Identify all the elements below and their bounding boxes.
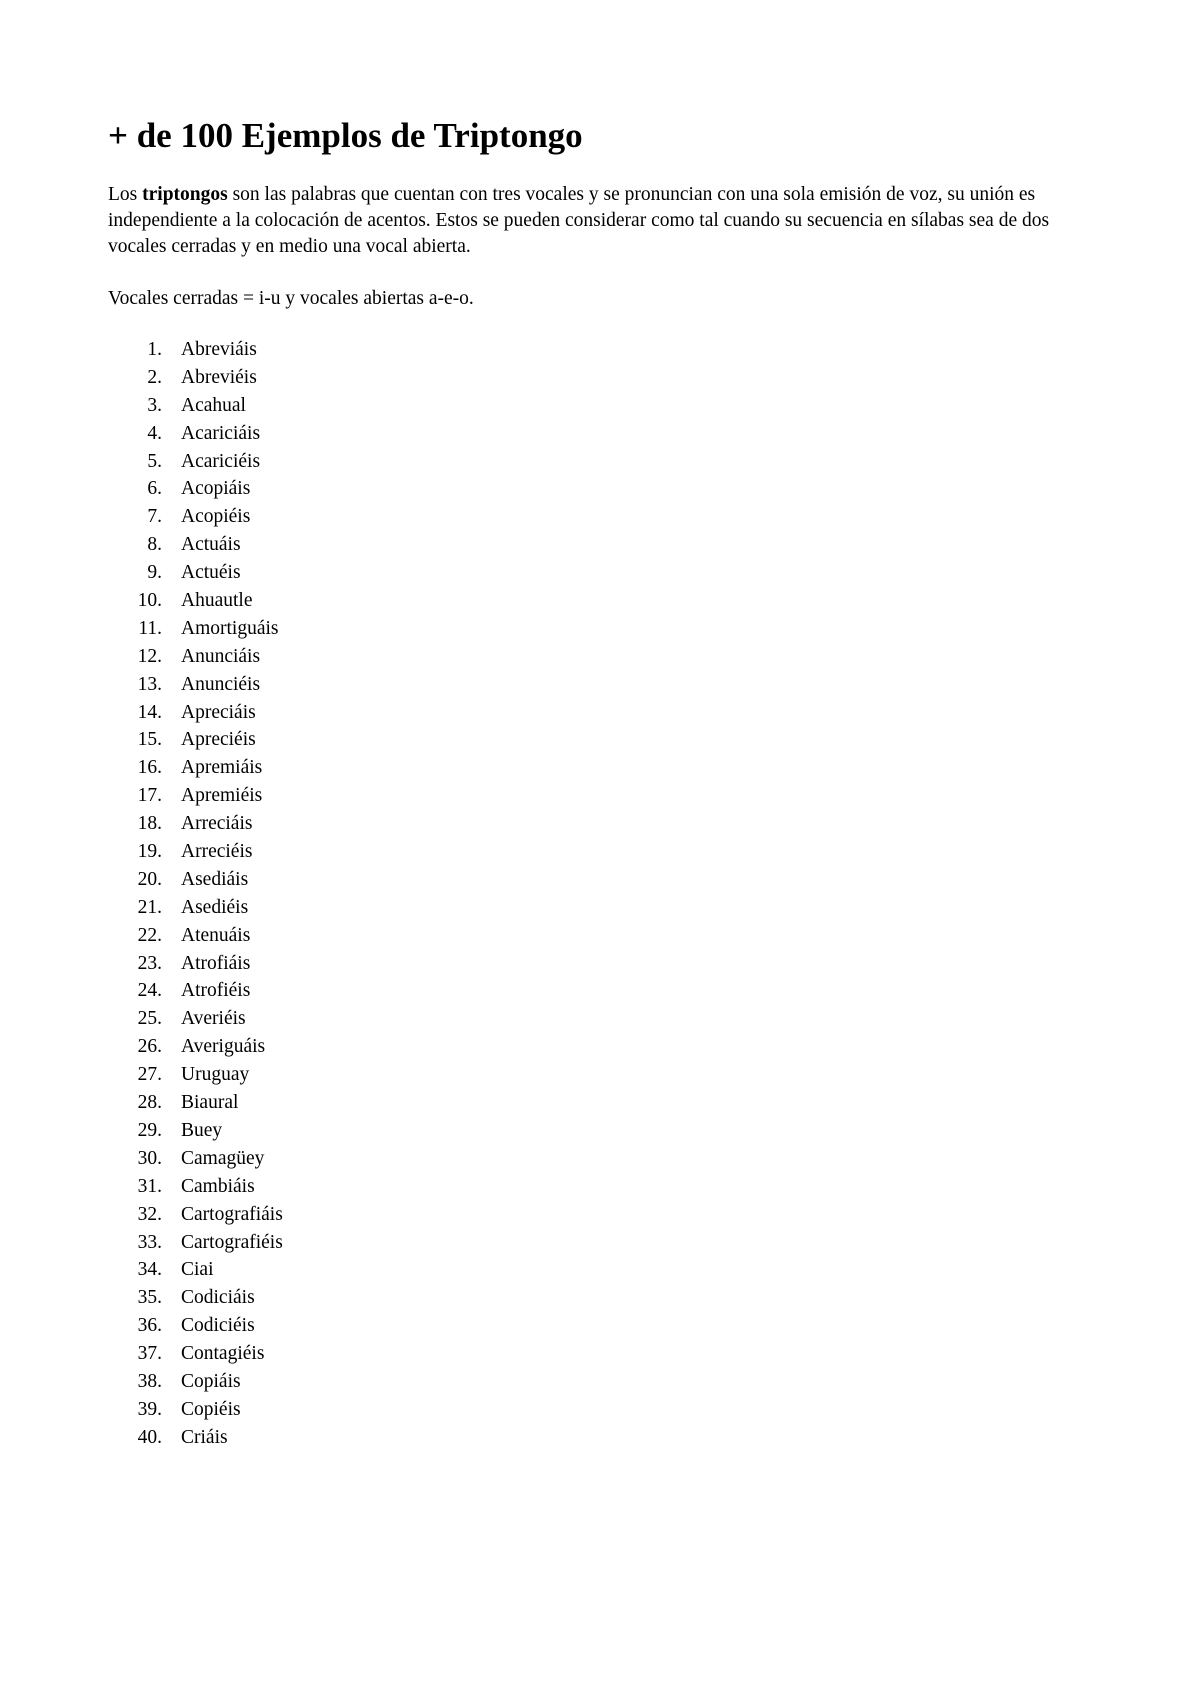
- list-item-word: Ciai: [181, 1259, 214, 1281]
- document-page: [108, 112, 1098, 1452]
- list-item-word: Acariciáis: [181, 422, 261, 444]
- list-item: [108, 1368, 1098, 1396]
- list-item-number: 35.: [137, 1287, 162, 1309]
- list-item-number: 36.: [137, 1315, 162, 1337]
- list-item: [108, 922, 1098, 950]
- list-item-word: Atrofiéis: [181, 980, 251, 1002]
- list-item-word: Abreviáis: [181, 339, 257, 360]
- list-item-word: Anunciéis: [181, 673, 261, 695]
- list-item-number: 31.: [137, 1175, 162, 1197]
- list-item-word: Cambiáis: [181, 1175, 255, 1197]
- list-item-number: 13.: [137, 673, 162, 695]
- list-item-word: Actuéis: [181, 562, 241, 584]
- list-item: [108, 754, 1098, 782]
- list-item-number: 10.: [137, 590, 162, 612]
- list-item-number: 23.: [137, 952, 162, 974]
- list-item-number: 6.: [147, 478, 162, 500]
- list-item-number: 11.: [138, 617, 162, 639]
- list-item-number: 19.: [137, 841, 162, 863]
- page-title: + de 100 Ejemplos de Triptongo: [108, 116, 583, 155]
- list-item-word: Uruguay: [181, 1064, 250, 1086]
- list-item-number: 30.: [137, 1147, 162, 1169]
- list-item-number: 8.: [147, 534, 162, 556]
- list-item-word: Atrofiáis: [181, 952, 251, 974]
- list-item: [108, 1312, 1098, 1340]
- list-item: [108, 1396, 1098, 1424]
- list-item-word: Atenuáis: [181, 924, 251, 946]
- list-item: [108, 866, 1098, 894]
- list-item: [108, 894, 1098, 922]
- list-item-word: Cartografiéis: [181, 1231, 283, 1253]
- list-item-number: 17.: [137, 785, 162, 807]
- list-item-number: 15.: [137, 729, 162, 751]
- list-item-number: 18.: [137, 813, 162, 835]
- list-item-number: 24.: [137, 980, 162, 1002]
- list-item-number: 14.: [137, 701, 162, 723]
- list-item: [108, 475, 1098, 503]
- list-item: [108, 1424, 1098, 1452]
- list-item-number: 33.: [137, 1231, 162, 1253]
- list-item-number: 9.: [147, 562, 162, 584]
- list-item-number: 3.: [147, 394, 162, 416]
- list-item: [108, 392, 1098, 420]
- list-item-number: 20.: [137, 868, 162, 890]
- list-item: [108, 810, 1098, 838]
- list-item-word: Criáis: [181, 1426, 228, 1448]
- list-item-number: 7.: [147, 506, 162, 528]
- intro-text-rest: son las palabras que cuentan con tres vocales y se pronuncian con una sola emisión de voz, su unión es independiente a la colocación de acentos. Estos se pueden considerar como tal cuando su secuencia en sílabas sea de dos vocales cerradas y en medio una vocal abierta.: [108, 184, 1050, 257]
- list-item-word: Buey: [181, 1119, 223, 1141]
- list-item: [108, 448, 1098, 476]
- list-item: [108, 1117, 1098, 1145]
- list-item-word: Ahuautle: [181, 590, 253, 612]
- list-item-number: 12.: [137, 645, 162, 667]
- list-item-number: 32.: [137, 1203, 162, 1225]
- list-item-word: Apremiáis: [181, 757, 263, 779]
- list-item-number: 22.: [137, 924, 162, 946]
- list-item: [108, 503, 1098, 531]
- list-item: [108, 1229, 1098, 1257]
- list-item: [108, 699, 1098, 727]
- list-item: [108, 531, 1098, 559]
- list-item-word: Apreciáis: [181, 701, 256, 723]
- list-item: [108, 336, 1098, 364]
- list-item-word: Acahual: [181, 394, 246, 416]
- list-item-number: 1.: [147, 339, 162, 360]
- list-item: [108, 977, 1098, 1005]
- list-item-word: Apreciéis: [181, 729, 256, 751]
- list-item: [108, 420, 1098, 448]
- list-item-word: Camagüey: [181, 1147, 265, 1169]
- list-item-word: Asediáis: [181, 868, 249, 890]
- list-item-number: 25.: [137, 1008, 162, 1030]
- list-item-number: 4.: [147, 422, 162, 444]
- list-item-word: Actuáis: [181, 534, 241, 556]
- list-item: [108, 1145, 1098, 1173]
- list-item-word: Abreviéis: [181, 366, 257, 388]
- list-item-number: 29.: [137, 1119, 162, 1141]
- list-item: [108, 726, 1098, 754]
- list-item: [108, 615, 1098, 643]
- list-item-number: 28.: [137, 1092, 162, 1114]
- list-item-number: 34.: [137, 1259, 162, 1281]
- list-item: [108, 671, 1098, 699]
- list-item: [108, 1256, 1098, 1284]
- list-item-word: Copiéis: [181, 1398, 241, 1420]
- vowels-note: Vocales cerradas = i-u y vocales abiertas a-e-o.: [108, 288, 474, 309]
- list-item-number: 21.: [137, 896, 162, 918]
- intro-text-start: Los: [108, 184, 143, 205]
- list-item-word: Averiguáis: [181, 1036, 266, 1058]
- list-item: [108, 1089, 1098, 1117]
- list-item: [108, 1340, 1098, 1368]
- list-item-word: Averiéis: [181, 1008, 246, 1030]
- list-item-word: Asediéis: [181, 896, 249, 918]
- list-item: [108, 643, 1098, 671]
- list-item-word: Anunciáis: [181, 645, 261, 667]
- list-item-number: 27.: [137, 1064, 162, 1086]
- list-item-number: 38.: [137, 1370, 162, 1392]
- list-item-word: Codiciáis: [181, 1287, 255, 1309]
- list-item-number: 40.: [137, 1426, 162, 1448]
- list-item: [108, 782, 1098, 810]
- list-item: [108, 1033, 1098, 1061]
- list-item: [108, 950, 1098, 978]
- list-item-word: Contagiéis: [181, 1343, 265, 1365]
- list-item-word: Arreciáis: [181, 813, 253, 835]
- list-item-number: 5.: [147, 450, 162, 472]
- list-item-word: Biaural: [181, 1092, 239, 1114]
- list-item: [108, 1173, 1098, 1201]
- list-item-word: Apremiéis: [181, 785, 263, 807]
- list-item: [108, 838, 1098, 866]
- list-item: [108, 1201, 1098, 1229]
- list-item-word: Acariciéis: [181, 450, 261, 472]
- list-item-number: 39.: [137, 1398, 162, 1420]
- list-item-number: 16.: [137, 757, 162, 779]
- list-item-word: Acopiéis: [181, 506, 251, 528]
- list-item: [108, 587, 1098, 615]
- list-item-word: Acopiáis: [181, 478, 251, 500]
- list-item-word: Copiáis: [181, 1370, 241, 1392]
- list-item-number: 2.: [147, 366, 162, 388]
- list-item-word: Arreciéis: [181, 841, 253, 863]
- list-item-word: Cartografiáis: [181, 1203, 283, 1225]
- intro-bold-term: triptongos: [142, 184, 228, 205]
- list-item-number: 37.: [137, 1343, 162, 1365]
- list-item: [108, 559, 1098, 587]
- list-item: [108, 1284, 1098, 1312]
- list-item: [108, 1061, 1098, 1089]
- list-item-number: 26.: [137, 1036, 162, 1058]
- examples-list: [108, 336, 1098, 1452]
- list-item: [108, 1005, 1098, 1033]
- list-item-word: Codiciéis: [181, 1315, 255, 1337]
- list-item-word: Amortiguáis: [181, 617, 279, 639]
- list-item: [108, 364, 1098, 392]
- intro-paragraph: [108, 182, 1098, 260]
